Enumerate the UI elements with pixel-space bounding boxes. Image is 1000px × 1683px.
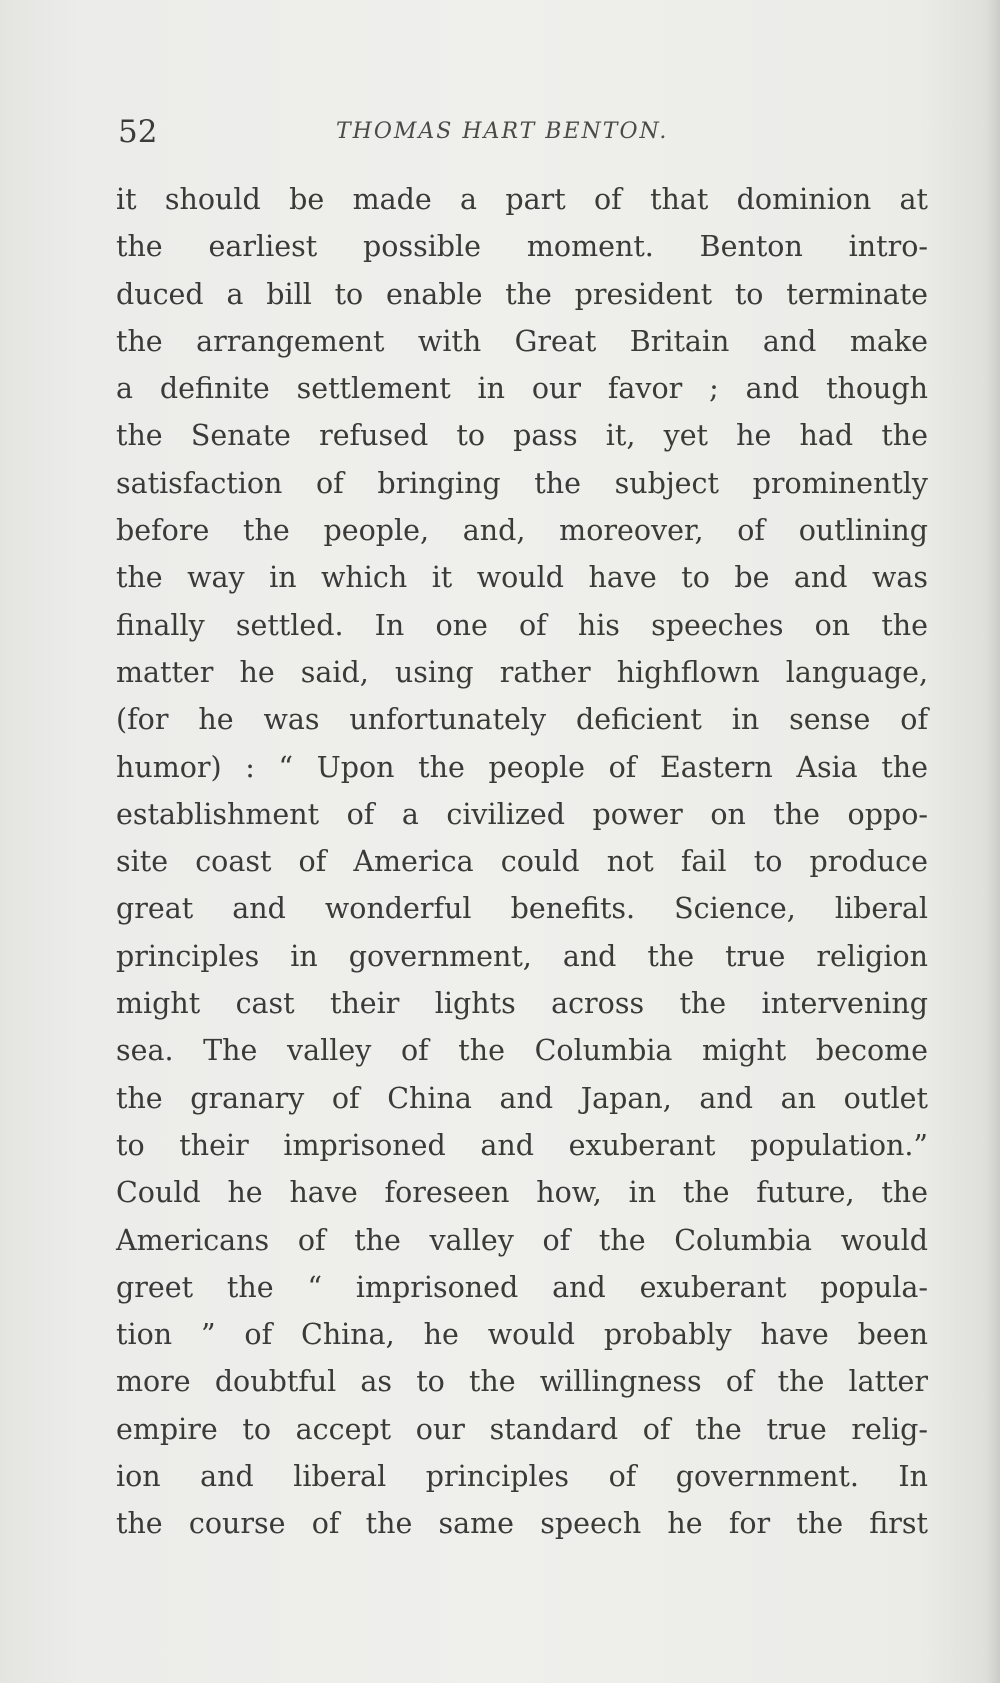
text-line: the earliest possible moment. Benton intro- (116, 230, 928, 264)
page-edge-shadow (986, 0, 1000, 1683)
text-line: great and wonderful benefits. Science, liberal (116, 892, 928, 926)
text-line: tion ” of China, he would probably have been (116, 1318, 928, 1352)
text-line: it should be made a part of that dominion at (116, 183, 928, 216)
text-line: a definite settlement in our favor ; and though (116, 372, 928, 406)
text-line: the Senate refused to pass it, yet he had the (116, 419, 928, 453)
text-line: before the people, and, moreover, of outlining (116, 514, 928, 548)
text-line: greet the “ imprisoned and exuberant popula- (116, 1270, 928, 1304)
text-line: to their imprisoned and exuberant population.” (116, 1128, 928, 1162)
text-line: empire to accept our standard of the true relig- (116, 1412, 928, 1446)
text-line: more doubtful as to the willingness of the latter (116, 1365, 928, 1399)
text-line: humor) : “ Upon the people of Eastern Asia the (116, 750, 928, 784)
text-line: establishment of a civilized power on the oppo- (116, 797, 928, 831)
text-line: Americans of the valley of the Columbia would (116, 1223, 928, 1257)
text-line: might cast their lights across the intervening (116, 987, 928, 1021)
text-line: ion and liberal principles of government. In (116, 1460, 928, 1494)
text-line: the way in which it would have to be and was (116, 561, 928, 595)
text-line: site coast of America could not fail to produce (116, 845, 928, 879)
text-line: the course of the same speech he for the first (116, 1507, 928, 1541)
page-number: 52 (118, 114, 158, 150)
text-line: finally settled. In one of his speeches on the (116, 608, 928, 642)
text-line: principles in government, and the true religion (116, 939, 928, 973)
text-line: sea. The valley of the Columbia might become (116, 1034, 928, 1068)
text-line: satisfaction of bringing the subject prominently (116, 466, 928, 500)
text-line: the granary of China and Japan, and an outlet (116, 1081, 928, 1115)
text-line: matter he said, using rather highflown language, (116, 655, 928, 689)
text-line: the arrangement with Great Britain and make (116, 324, 928, 358)
page-header (118, 112, 930, 152)
body-text (116, 176, 928, 1548)
text-line: duced a bill to enable the president to terminate (116, 277, 928, 311)
text-line: Could he have foreseen how, in the future, the (116, 1176, 928, 1210)
text-line: (for he was unfortunately deficient in sense of (116, 703, 928, 737)
running-head: THOMAS HART BENTON. (336, 119, 669, 144)
